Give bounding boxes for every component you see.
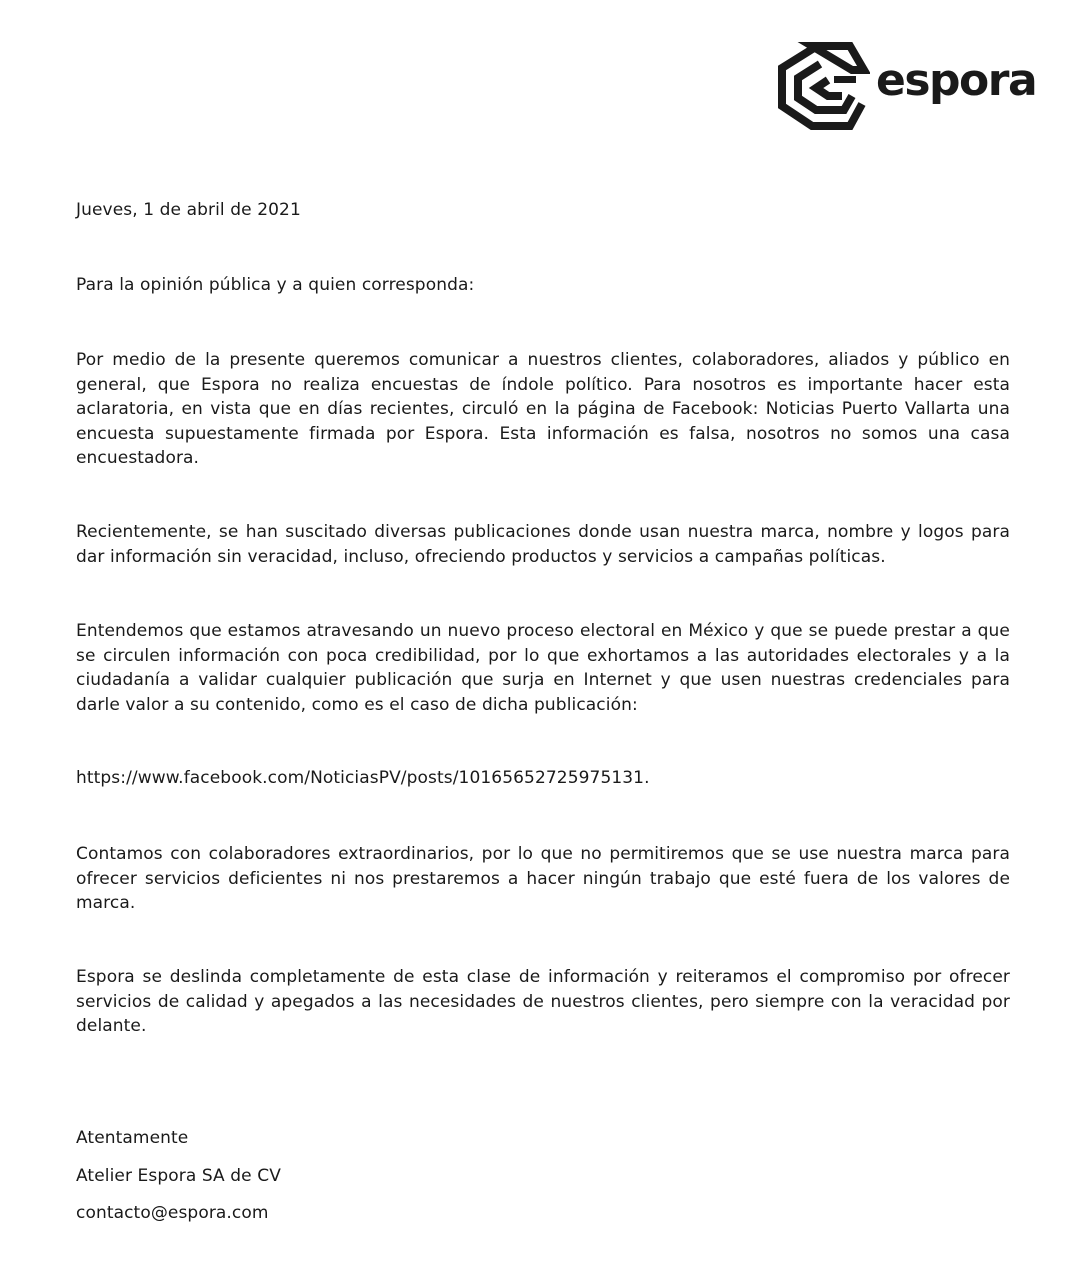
- letter-salutation: Para la opinión pública y a quien corresponda:: [76, 275, 475, 295]
- company-name: Atelier Espora SA de CV: [76, 1166, 281, 1186]
- paragraph-clarification: Por medio de la presente queremos comunicar a nuestros clientes, colaboradores, aliados y público en general, que Espora no realiza encuestas de índole político. Para nosotros es importante hacer esta aclaratoria, en vista que en días recientes, circuló en la página de Facebook: Noticias Puerto Vallarta una encuesta supuestamente firmada por Espora. Esta información es falsa, nosotros no somos una casa encuestadora.: [76, 350, 1010, 468]
- paragraph-disclaimer: Espora se deslinda completamente de esta clase de información y reiteramos el compromiso por ofrecer servicios de calidad y apegados a las necesidades de nuestros clientes, pero siempre con la veracidad por delante.: [76, 967, 1010, 1036]
- letter-date: Jueves, 1 de abril de 2021: [76, 200, 301, 220]
- paragraph-collaborators: Contamos con colaboradores extraordinarios, por lo que no permitiremos que se use nuestra marca para ofrecer servicios deficientes ni nos prestaremos a hacer ningún trabajo que esté fuera de los valores de marca.: [76, 844, 1010, 913]
- post-link[interactable]: https://www.facebook.com/NoticiasPV/posts/10165652725975131.: [76, 768, 650, 788]
- espora-logo: [772, 40, 1042, 132]
- paragraph-misuse: Recientemente, se han suscitado diversas publicaciones donde usan nuestra marca, nombre y logos para dar información sin veracidad, incluso, ofreciendo productos y servicios a campañas políticas.: [76, 522, 1010, 567]
- closing: Atentamente: [76, 1128, 189, 1148]
- espora-logo-mark-icon: [772, 40, 870, 132]
- paragraph-electoral-process: Entendemos que estamos atravesando un nuevo proceso electoral en México y que se puede prestar a que se circulen información con poca credibilidad, por lo que exhortamos a las autoridades electorales y a la ciudadanía a validar cualquier publicación que surja en Internet y que usen nuestras credenciales para darle valor a su contenido, como es el caso de dicha publicación:: [76, 621, 1010, 715]
- contact-email[interactable]: contacto@espora.com: [76, 1203, 269, 1223]
- logo-wordmark: espora: [876, 55, 1037, 106]
